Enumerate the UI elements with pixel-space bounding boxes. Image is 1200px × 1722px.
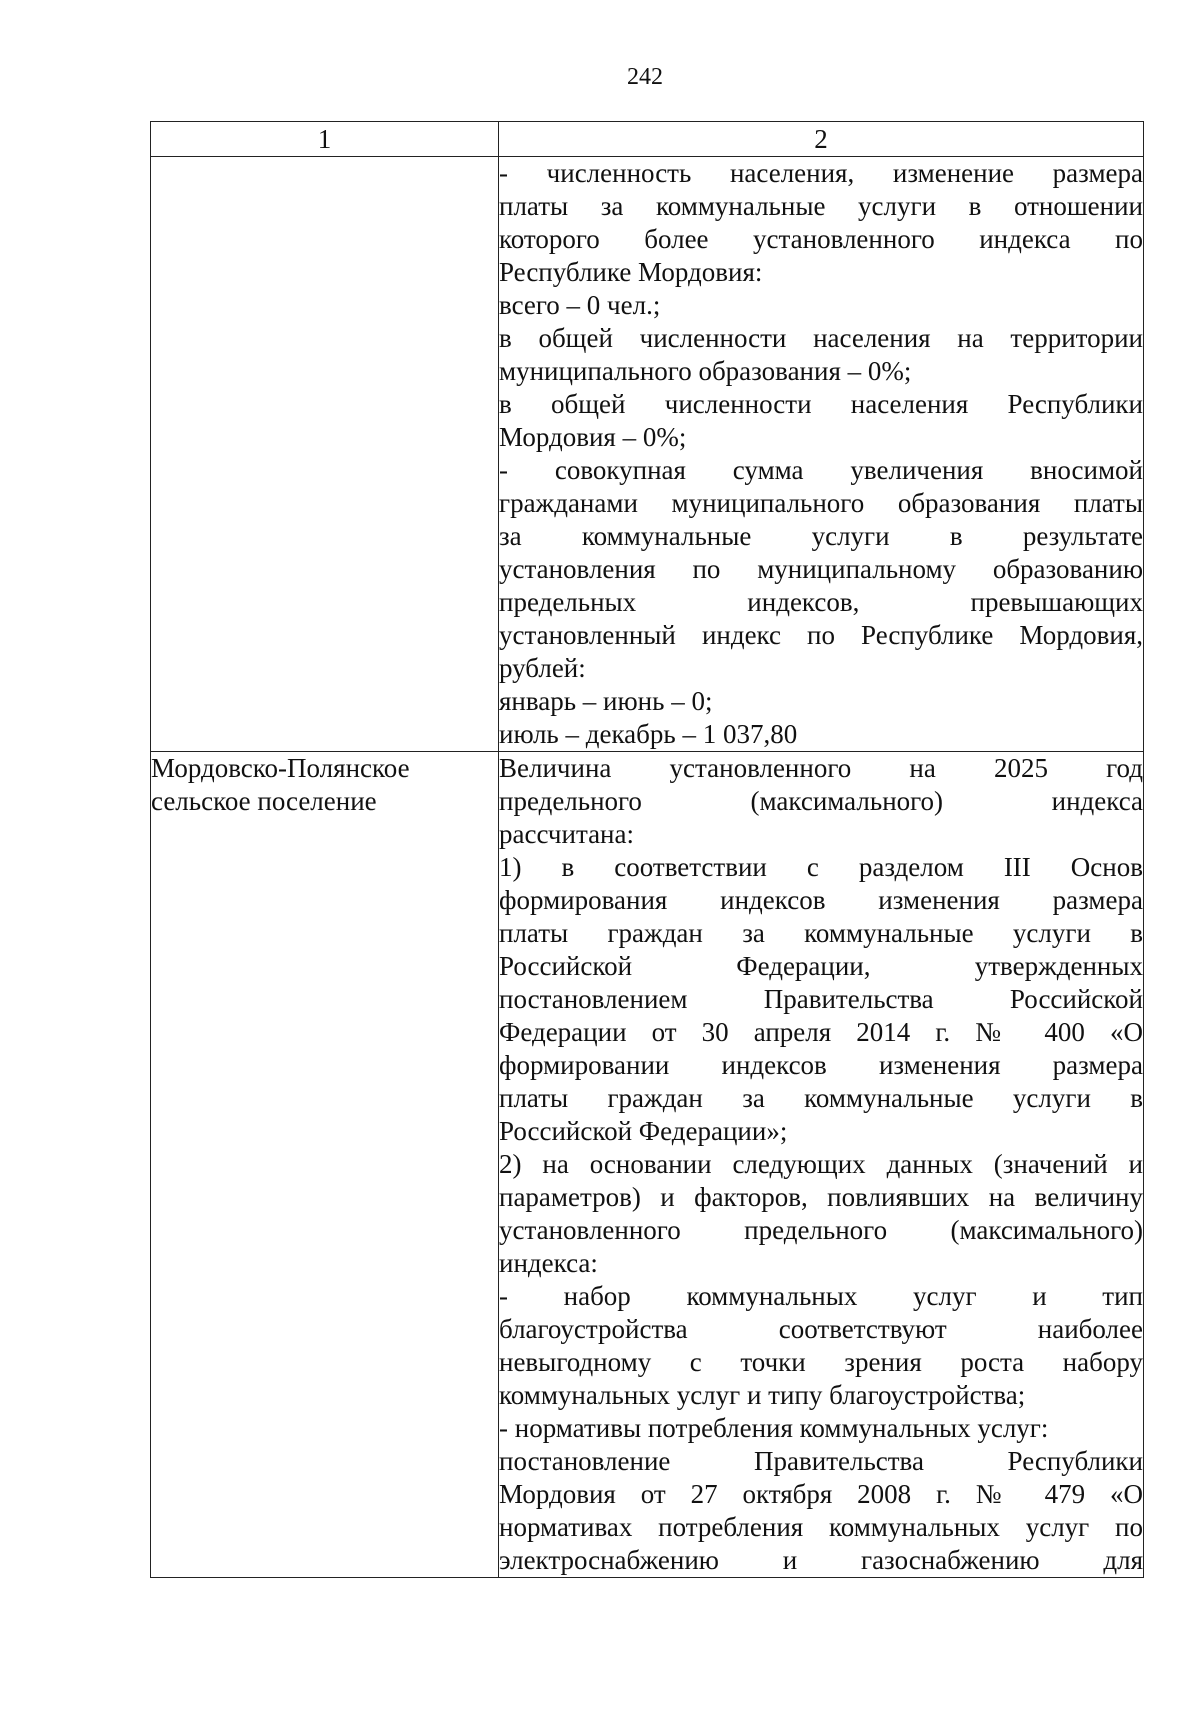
table-header-row: [151, 122, 1144, 157]
text-line: платы граждан за коммунальные услуги в: [499, 1083, 1143, 1113]
text-line: январь – июнь – 0;: [499, 686, 713, 716]
text-line: Мордовско-Полянское: [151, 753, 410, 783]
text-line: всего – 0 чел.;: [499, 290, 661, 320]
text-line: - совокупная сумма увеличения вносимой: [499, 455, 1143, 485]
row-2-left-cell: [151, 752, 499, 1578]
row-1-left-cell: [151, 157, 499, 752]
text-line: коммунальных услуг и типу благоустройства;: [499, 1380, 1026, 1410]
text-line: 1) в соответствии с разделом III Основ: [499, 852, 1143, 882]
text-line: сельское поселение: [151, 786, 377, 816]
text-line: рублей:: [499, 653, 586, 683]
text-line: муниципального образования – 0%;: [499, 356, 912, 386]
text-line: установленного предельного (максимального): [499, 1215, 1143, 1245]
text-line: постановлением Правительства Российской: [499, 984, 1143, 1014]
text-line: параметров) и факторов, повлиявших на величину: [499, 1182, 1143, 1212]
text-line: нормативах потребления коммунальных услуг по: [499, 1512, 1143, 1542]
text-line: за коммунальные услуги в результате: [499, 521, 1143, 551]
text-line: Российской Федерации»;: [499, 1116, 788, 1146]
text-line: 2) на основании следующих данных (значений и: [499, 1149, 1143, 1179]
text-line: Федерации от 30 апреля 2014 г. № 400 «О: [499, 1017, 1143, 1047]
table-row: [151, 157, 1144, 752]
row-2-right-cell: [499, 752, 1144, 1578]
text-line: - нормативы потребления коммунальных услуг:: [499, 1413, 1049, 1443]
column-header-1: 1: [151, 122, 499, 157]
text-line: - набор коммунальных услуг и тип: [499, 1281, 1143, 1311]
text-line: предельного (максимального) индекса: [499, 786, 1143, 816]
text-line: июль – декабрь – 1 037,80: [499, 719, 798, 749]
text-line: гражданами муниципального образования платы: [499, 488, 1143, 518]
text-line: электроснабжению и газоснабжению для: [499, 1545, 1143, 1575]
text-line: которого более установленного индекса по: [499, 224, 1143, 254]
text-line: Величина установленного на 2025 год: [499, 753, 1143, 783]
text-line: благоустройства соответствуют наиболее: [499, 1314, 1143, 1344]
text-line: формирования индексов изменения размера: [499, 885, 1143, 915]
column-header-2: 2: [499, 122, 1144, 157]
text-line: Мордовия – 0%;: [499, 422, 687, 452]
text-line: платы граждан за коммунальные услуги в: [499, 918, 1143, 948]
page-number: 242: [627, 64, 663, 90]
text-line: установления по муниципальному образованию: [499, 554, 1143, 584]
text-line: постановление Правительства Республики: [499, 1446, 1143, 1476]
text-line: рассчитана:: [499, 819, 634, 849]
document-table: [150, 121, 1144, 1578]
text-line: - численность населения, изменение размера: [499, 158, 1143, 188]
text-line: Мордовия от 27 октября 2008 г. № 479 «О: [499, 1479, 1143, 1509]
text-line: Российской Федерации, утвержденных: [499, 951, 1143, 981]
text-line: установленный индекс по Республике Мордовия,: [499, 620, 1143, 650]
table-row: [151, 752, 1144, 1578]
text-line: предельных индексов, превышающих: [499, 587, 1143, 617]
text-line: Республике Мордовия:: [499, 257, 763, 287]
row-1-right-cell: [499, 157, 1144, 752]
text-line: платы за коммунальные услуги в отношении: [499, 191, 1143, 221]
text-line: формировании индексов изменения размера: [499, 1050, 1143, 1080]
text-line: в общей численности населения Республики: [499, 389, 1143, 419]
text-line: невыгодному с точки зрения роста набору: [499, 1347, 1143, 1377]
text-line: в общей численности населения на территории: [499, 323, 1143, 353]
text-line: индекса:: [499, 1248, 598, 1278]
